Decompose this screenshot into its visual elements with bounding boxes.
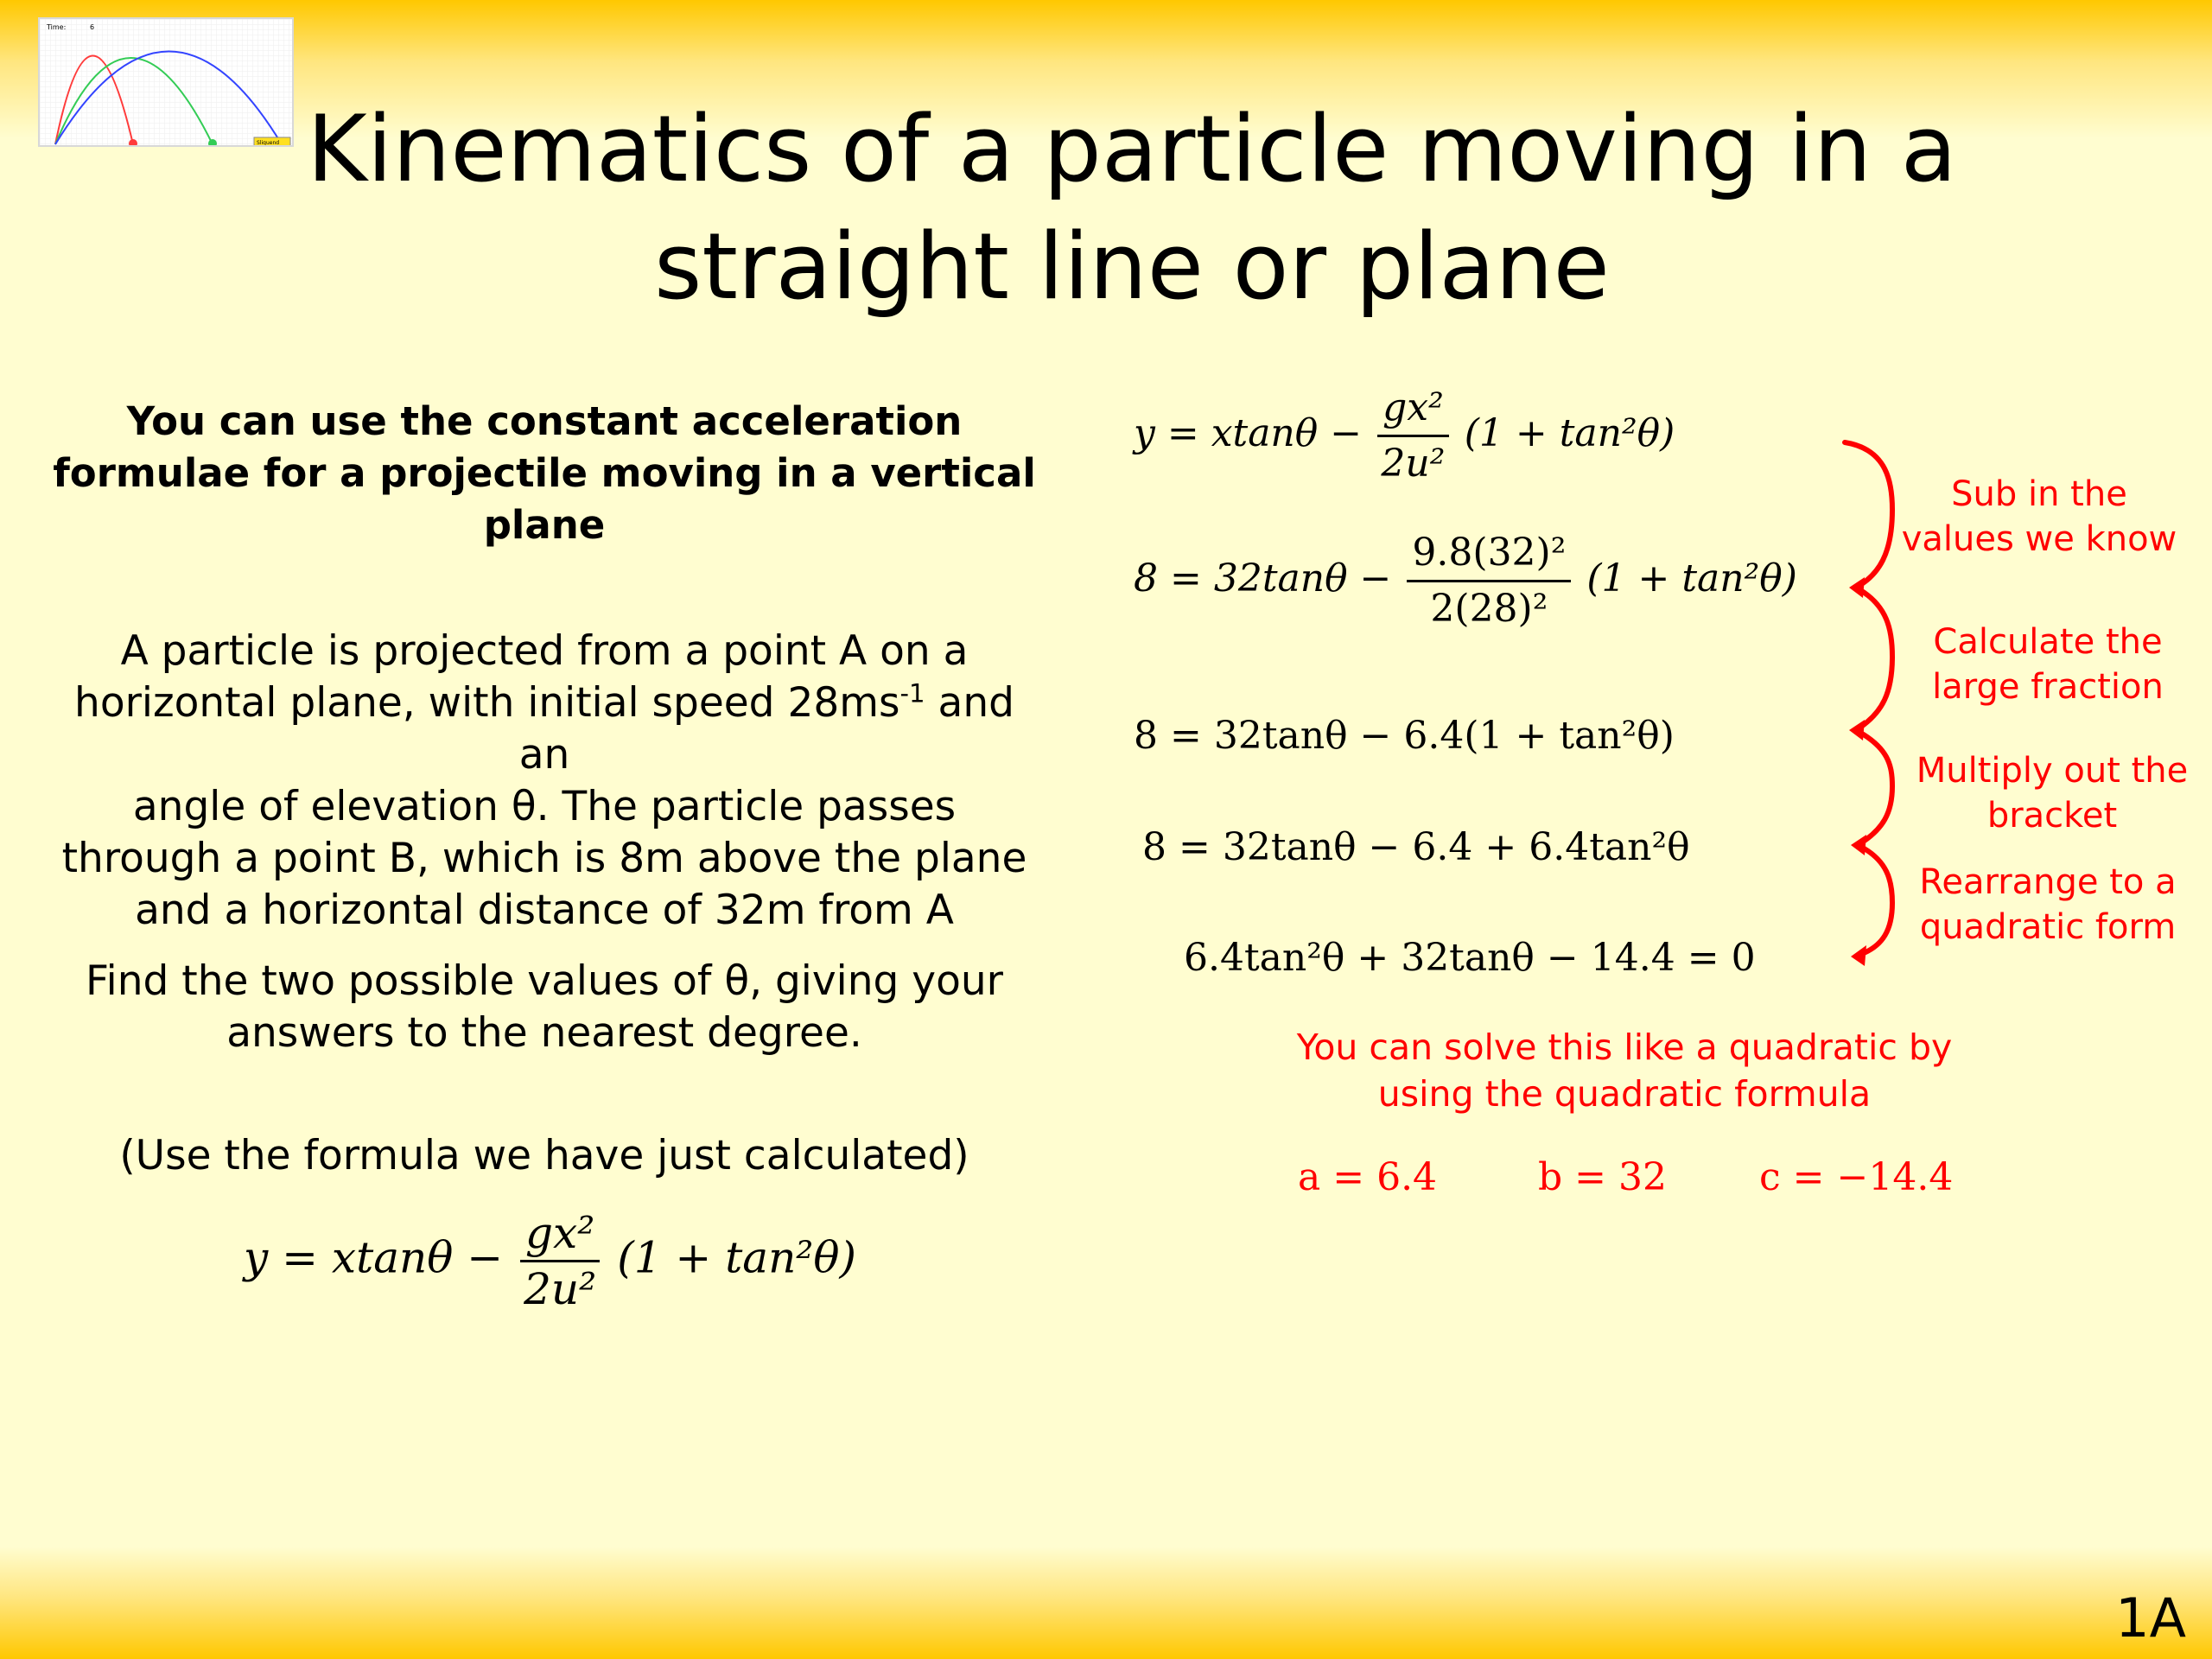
annotation-rearrange-line-1: Rearrange to a: [1919, 862, 2177, 902]
annotation-rearrange: [1910, 860, 2186, 950]
thumb-time-label: Time:: [47, 23, 67, 31]
thumb-button-label: Sliquend: [257, 140, 280, 146]
arrow-head-1: [1849, 577, 1865, 598]
brace-multiply-out: [1856, 730, 1892, 845]
find-instruction: [52, 956, 1037, 1059]
solve-note-line-1: You can solve this like a quadratic by: [1296, 1027, 1953, 1068]
step1-den: 2u²: [1381, 442, 1446, 486]
find-line-2: answers to the nearest degree.: [226, 1009, 862, 1057]
annotation-sub-in-line-1: Sub in the: [1951, 474, 2127, 514]
problem-line-5: and a horizontal distance of 32m from A: [135, 887, 954, 934]
problem-line-2b: and an: [518, 679, 1014, 779]
arrow-head-2: [1849, 720, 1865, 741]
annotation-calc-fraction: [1910, 620, 2186, 709]
slide-number: 1A: [2115, 1586, 2186, 1649]
problem-line-1: A particle is projected from a point A on a: [120, 627, 969, 675]
annotation-multiply-line-1: Multiply out the: [1916, 751, 2189, 791]
coefficient-c: c = −14.4: [1759, 1155, 1954, 1199]
problem-line-2: [52, 677, 1037, 781]
problem-line-3: angle of elevation θ. The particle passes: [132, 783, 957, 830]
annotation-calc-line-1: Calculate the: [1933, 622, 2163, 662]
problem-statement: [52, 626, 1037, 937]
annotation-multiply-out: [1901, 748, 2203, 838]
thumb-time-value: 6: [90, 23, 95, 31]
annotation-multiply-line-2: bracket: [1986, 796, 2118, 836]
left-formula-fraction: [520, 1210, 600, 1313]
title-line-1: Kinematics of a particle moving in a: [307, 96, 1957, 202]
brace-rearrange: [1858, 845, 1892, 955]
trajectory-thumbnail: [38, 17, 294, 147]
step-expanded: 8 = 32tanθ − 6.4 + 6.4tan²θ: [1142, 825, 1690, 869]
bottom-gradient-band: [0, 1547, 2212, 1659]
find-line-1: Find the two possible values of θ, giving your: [86, 957, 1003, 1005]
step2-fraction: [1407, 530, 1571, 632]
step2-lhs: 8 = 32tanθ −: [1134, 556, 1392, 601]
use-formula-note: (Use the formula we have just calculated): [119, 1132, 969, 1179]
annotation-sub-in: [1901, 472, 2177, 562]
left-formula-den: 2u²: [524, 1264, 597, 1314]
arrow-head-3: [1851, 835, 1866, 855]
left-formula-rhs: (1 + tan²θ): [617, 1232, 856, 1283]
brace-sub-in: [1845, 442, 1892, 588]
left-formula: [244, 1210, 856, 1313]
left-formula-num: gx²: [520, 1210, 600, 1262]
step1-lhs: y = xtanθ −: [1134, 411, 1363, 455]
problem-line-4: through a point B, which is 8m above the plane: [61, 835, 1027, 882]
trajectory-plot: [40, 19, 294, 147]
coefficient-b: b = 32: [1538, 1155, 1667, 1199]
quadratic-formula-note: [1192, 1024, 2056, 1117]
step2-num: 9.8(32)²: [1407, 530, 1571, 582]
step-quadratic: 6.4tan²θ + 32tanθ − 14.4 = 0: [1184, 936, 1756, 980]
step-formula: [1134, 385, 1675, 487]
step2-rhs: (1 + tan²θ): [1586, 556, 1797, 601]
intro-text: You can use the constant acceleration formulae for a projectile moving in a vertical plane: [53, 398, 1036, 548]
arrow-head-4: [1851, 945, 1866, 966]
problem-line-2-sup: -1: [899, 678, 925, 709]
annotation-sub-in-line-2: values we know: [1901, 519, 2177, 559]
problem-line-2a: horizontal plane, with initial speed 28ms: [74, 679, 900, 727]
step1-fraction: [1377, 385, 1449, 487]
brace-calc-fraction: [1856, 588, 1892, 730]
coefficient-a: a = 6.4: [1298, 1155, 1438, 1199]
annotation-rearrange-line-2: quadratic form: [1919, 907, 2177, 947]
solve-note-line-2: using the quadratic formula: [1377, 1073, 1872, 1115]
step1-rhs: (1 + tan²θ): [1464, 411, 1675, 455]
step-fraction-evaluated: 8 = 32tanθ − 6.4(1 + tan²θ): [1134, 714, 1675, 758]
left-formula-lhs: y = xtanθ −: [244, 1232, 504, 1283]
step1-num: gx²: [1377, 385, 1449, 437]
slide-title: [285, 91, 1979, 326]
step2-den: 2(28)²: [1430, 587, 1548, 631]
step-substitute: [1134, 530, 1797, 632]
annotation-calc-line-2: large fraction: [1932, 667, 2164, 707]
title-line-2: straight line or plane: [654, 213, 1610, 320]
